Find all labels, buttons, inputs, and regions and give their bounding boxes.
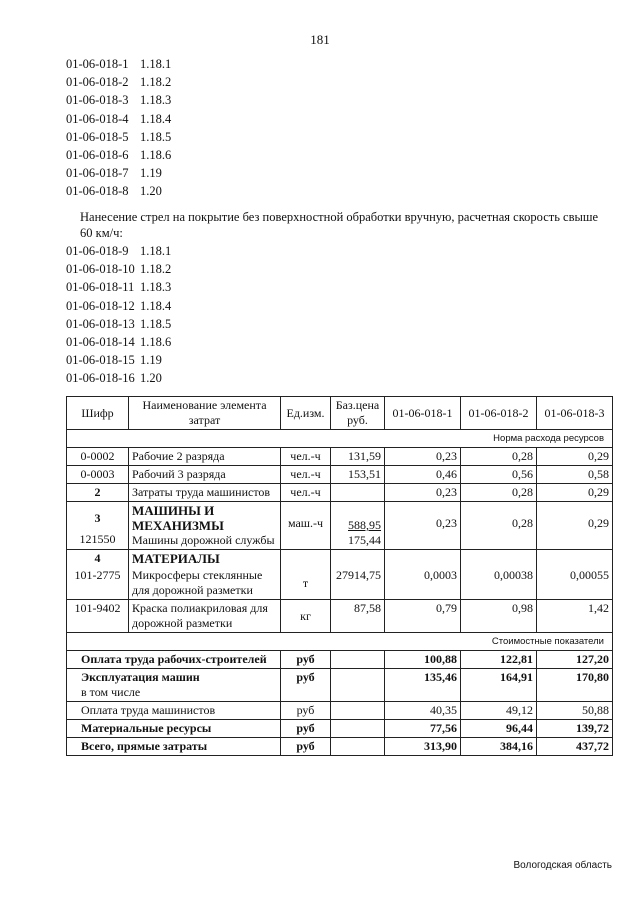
code-ref: 1.18.6: [140, 148, 172, 163]
cost-name: Всего, прямые затраты: [81, 739, 208, 753]
cost-v3: 50,88: [537, 702, 613, 720]
row-unit: чел.-ч: [281, 466, 331, 484]
cost-v2: 96,44: [461, 720, 537, 738]
machines-name: Машины дорожной службы: [132, 533, 275, 547]
cost-v2: 49,12: [461, 702, 537, 720]
row-v1: 0,46: [385, 466, 461, 484]
cost-v1: 313,90: [385, 738, 461, 756]
labor-code: 2: [67, 484, 129, 502]
code-ref: 1.18.6: [140, 335, 172, 350]
cost-row: [67, 651, 613, 669]
code-ref: 1.18.1: [140, 244, 172, 258]
cost-v1: 40,35: [385, 702, 461, 720]
material-row: [67, 600, 613, 633]
header-unit: Ед.изм.: [281, 397, 331, 430]
code-ref: 1.18.5: [140, 316, 172, 331]
labor-unit: чел.-ч: [281, 484, 331, 502]
code-id: 01-06-018-5: [66, 129, 129, 144]
code-row: [66, 73, 171, 91]
material-v2: 0,98: [461, 600, 537, 633]
code-ref: 1.19: [140, 353, 162, 368]
code-id: 01-06-018-11: [66, 280, 135, 295]
cost-price: [331, 669, 385, 702]
cost-v1: 77,56: [385, 720, 461, 738]
machines-section: [67, 502, 613, 550]
worker-row: [67, 466, 613, 484]
cost-price: [331, 720, 385, 738]
code-id: 01-06-018-6: [66, 148, 129, 163]
material-v3: 1,42: [537, 600, 613, 633]
code-id: 01-06-018-8: [66, 184, 129, 199]
cost-unit: руб: [281, 651, 331, 669]
material-row: [67, 567, 613, 600]
norm-label: Норма расхода ресурсов: [67, 430, 613, 448]
code-row: [66, 315, 171, 333]
cost-unit: руб: [281, 720, 331, 738]
code-row: [66, 164, 171, 182]
labor-v1: 0,23: [385, 484, 461, 502]
cost-v2: 164,91: [461, 669, 537, 702]
row-name: Рабочий 3 разряда: [129, 466, 281, 484]
machines-sec-num: 3: [94, 511, 101, 525]
cost-label: Стоимостные показатели: [67, 633, 613, 651]
code-ref: 1.18.3: [140, 280, 172, 295]
row-v2: 0,56: [461, 466, 537, 484]
labor-name: Затраты труда машинистов: [129, 484, 281, 502]
code-row: [66, 146, 171, 164]
header-col3: 01-06-018-3: [537, 397, 613, 430]
section-note: Нанесение стрел на покрытие без поверхностной обработки вручную, расчетная скорость свыше 60 км/ч:: [80, 210, 599, 240]
header-col2: 01-06-018-2: [461, 397, 537, 430]
cost-name-cell: [67, 702, 281, 720]
cost-unit: руб: [281, 669, 331, 702]
code-ref: 1.18.2: [140, 75, 172, 90]
row-price: 131,59: [331, 448, 385, 466]
cost-price: [331, 738, 385, 756]
code-id: 01-06-018-7: [66, 166, 129, 181]
code-id: 01-06-018-15: [66, 353, 135, 368]
code-row: [66, 278, 171, 296]
code-row: [66, 128, 171, 146]
row-code: 0-0002: [67, 448, 129, 466]
materials-title: МАТЕРИАЛЫ: [129, 550, 281, 568]
row-v3: 0,58: [537, 466, 613, 484]
code-id: 01-06-018-1: [66, 57, 129, 71]
resource-table: [66, 396, 613, 756]
material-v2: 0,00038: [461, 567, 537, 600]
header-row: [67, 397, 613, 430]
cost-v3: 127,20: [537, 651, 613, 669]
cost-v3: 170,80: [537, 669, 613, 702]
material-v1: 0,79: [385, 600, 461, 633]
code-ref: 1.18.4: [140, 111, 172, 126]
code-ref: 1.19: [140, 166, 162, 181]
machines-price-top: 588,95: [348, 518, 381, 532]
code-ref: 1.18.5: [140, 129, 172, 144]
machines-name-cell: [129, 502, 281, 550]
header-price: Баз.цена руб.: [331, 397, 385, 430]
cost-name-cell: [67, 720, 281, 738]
machines-unit: маш.-ч: [281, 502, 331, 550]
code-ref: 1.18.3: [140, 93, 172, 108]
cost-v2: 384,16: [461, 738, 537, 756]
material-unit: кг: [281, 600, 331, 633]
labor-v3: 0,29: [537, 484, 613, 502]
code-row: [66, 91, 171, 109]
code-ref: 1.18.2: [140, 262, 172, 277]
machines-v1: 0,23: [385, 502, 461, 550]
machines-title: МАШИНЫ И МЕХАНИЗМЫ: [132, 503, 224, 533]
worker-row: [67, 448, 613, 466]
code-row: [66, 260, 171, 278]
material-code: 101-2775: [67, 567, 129, 600]
code-ref: 1.18.1: [140, 57, 172, 71]
cost-row: [67, 738, 613, 756]
row-code: 0-0003: [67, 466, 129, 484]
code-id: 01-06-018-9: [66, 244, 129, 258]
header-col1: 01-06-018-1: [385, 397, 461, 430]
cost-v2: 122,81: [461, 651, 537, 669]
norm-label-row: [67, 430, 613, 448]
cost-v1: 100,88: [385, 651, 461, 669]
code-id: 01-06-018-16: [66, 371, 135, 386]
cost-name: Эксплуатация машин: [81, 670, 200, 684]
cost-row: [67, 720, 613, 738]
code-id: 01-06-018-10: [66, 262, 135, 277]
row-name: Рабочие 2 разряда: [129, 448, 281, 466]
cost-v1: 135,46: [385, 669, 461, 702]
row-v1: 0,23: [385, 448, 461, 466]
cost-name: Оплата труда рабочих-строителей: [81, 652, 267, 666]
header-code: Шифр: [67, 397, 129, 430]
region-footer: Вологодская область: [513, 860, 612, 871]
code-row: [66, 297, 171, 315]
code-id: 01-06-018-3: [66, 93, 129, 108]
materials-sec-num: 4: [67, 550, 129, 568]
material-v1: 0,0003: [385, 567, 461, 600]
header-name: Наименование элемента затрат: [129, 397, 281, 430]
cost-name-cell: [67, 669, 281, 702]
code-row: [66, 110, 171, 128]
cost-v3: 139,72: [537, 720, 613, 738]
cost-unit: руб: [281, 738, 331, 756]
code-row: [66, 369, 171, 387]
material-price: 87,58: [331, 600, 385, 633]
material-price: 27914,75: [331, 567, 385, 600]
row-price: 153,51: [331, 466, 385, 484]
labor-v2: 0,28: [461, 484, 537, 502]
machines-code-cell: [67, 502, 129, 550]
code-row: [66, 55, 171, 73]
cost-name-cell: [67, 738, 281, 756]
code-row: [66, 182, 171, 200]
machines-price-bottom: 175,44: [348, 533, 381, 547]
code-ref: 1.18.4: [140, 298, 172, 313]
machines-v3: 0,29: [537, 502, 613, 550]
code-id: 01-06-018-12: [66, 298, 135, 313]
code-row: [66, 242, 171, 260]
code-ref: 1.20: [140, 371, 162, 386]
code-ref: 1.20: [140, 184, 162, 199]
cost-unit: руб: [281, 702, 331, 720]
code-row: [66, 333, 171, 351]
cost-sub: в том числе: [81, 685, 141, 699]
code-list-a: [66, 55, 171, 201]
row-v3: 0,29: [537, 448, 613, 466]
cost-row: [67, 702, 613, 720]
cost-price: [331, 651, 385, 669]
code-id: 01-06-018-4: [66, 111, 129, 126]
material-name: Микросферы стеклянные для дорожной разметки: [129, 567, 281, 600]
machines-code: 121550: [79, 532, 116, 546]
cost-v3: 437,72: [537, 738, 613, 756]
row-unit: чел.-ч: [281, 448, 331, 466]
materials-title-row: [67, 550, 613, 568]
code-list-b: [66, 242, 171, 388]
code-id: 01-06-018-14: [66, 335, 135, 350]
labor-row: [67, 484, 613, 502]
cost-price: [331, 702, 385, 720]
machines-v2: 0,28: [461, 502, 537, 550]
row-v2: 0,28: [461, 448, 537, 466]
cost-name: Оплата труда машинистов: [81, 703, 216, 717]
material-code: 101-9402: [67, 600, 129, 633]
machines-price-cell: [331, 502, 385, 550]
cost-name-cell: [67, 651, 281, 669]
code-row: [66, 351, 171, 369]
page-number: 181: [310, 32, 330, 47]
cost-name: Материальные ресурсы: [81, 721, 212, 735]
code-id: 01-06-018-13: [66, 316, 135, 331]
code-id: 01-06-018-2: [66, 75, 129, 90]
material-name: Краска полиакриловая для дорожной разметки: [129, 600, 281, 633]
material-unit: т: [281, 567, 331, 600]
cost-label-row: [67, 633, 613, 651]
cost-row: [67, 669, 613, 702]
material-v3: 0,00055: [537, 567, 613, 600]
